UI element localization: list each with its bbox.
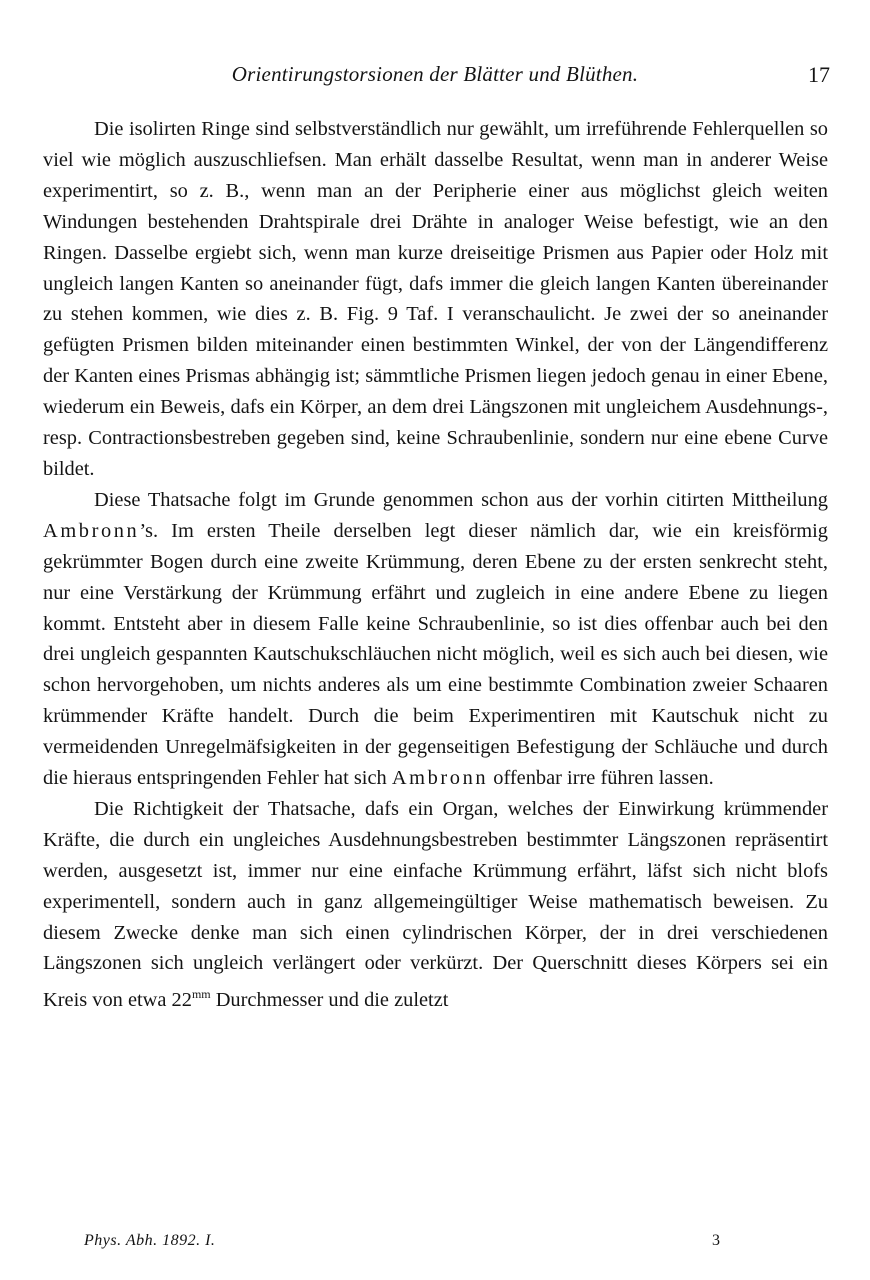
page-number: 17 (808, 62, 830, 87)
body-text (43, 114, 828, 1016)
paragraph-2-text-end: offenbar irre führen lassen. (488, 767, 714, 790)
paragraph-1 (43, 114, 828, 485)
paragraph-3 (43, 794, 828, 1016)
paragraph-3-text-start: Die Richtigkeit der Thatsache, dafs ein Organ, welches der Einwirkung krümmender Kräfte, die durch ein ungleiches Ausdehnungsbestreben bestimmter Längszonen repräsentirt werden, ausgesetzt ist, immer nur eine einfache Krümmung erfährt, läfst sich nicht blofs experimentell, sondern auch in ganz allgemeingültiger Weise mathematisch beweisen. Zu diesem Zwecke denke man sich einen cylindrischen Körper, der in drei verschiedenen Längszonen sich ungleich verlängert oder verkürzt. Der Querschnitt dieses Körpers sei ein Kreis von etwa 22 (43, 797, 828, 1012)
footer-reference: Phys. Abh. 1892. I. (84, 1232, 216, 1249)
author-name-second: Ambronn (391, 767, 489, 790)
page-footer (84, 1232, 734, 1256)
running-header (40, 62, 830, 92)
sheet-signature: 3 (712, 1232, 720, 1249)
paragraph-2-text-start: Diese Thatsache folgt im Grunde genommen schon aus der vorhin citirten Mittheilung (94, 488, 828, 511)
running-title: Orientirungstorsionen der Blätter und Blüthen. (231, 62, 639, 86)
paragraph-1-text: Die isolirten Ringe sind selbstverständlich nur gewählt, um irreführende Fehlerquellen so viel wie möglich auszuschliefsen. Man erhält dasselbe Resultat, wenn man in anderer Weise experimentirt, so z. B., wenn man an der Peripherie einer aus möglichst gleich weiten Windungen bestehenden Drahtspirale drei Drähte in analoger Weise befestigt, wie an den Ringen. Dasselbe ergiebt sich, wenn man kurze dreiseitige Prismen aus Papier oder Holz mit ungleich langen Kanten so aneinander fügt, dafs immer die gleich langen Kanten übereinander zu stehen kommen, wie dies z. B. Fig. 9 Taf. I veranschaulicht. Je zwei der so aneinander gefügten Prismen bilden miteinander einen bestimmten Winkel, der von der Längendifferenz der Kanten eines Prismas abhängig ist; sämmtliche Prismen liegen jedoch genau in einer Ebene, wiederum ein Beweis, dafs ein Körper, an dem drei Längszonen mit ungleichem Ausdehnungs-, resp. Contractionsbestreben gegeben sind, keine Schraubenlinie, sondern nur eine ebene Curve bildet. (43, 118, 828, 480)
paragraph-3-text-end: Durchmesser und die zuletzt (210, 989, 449, 1012)
unit-superscript: mm (191, 987, 211, 1002)
author-name: Ambronn (43, 519, 140, 542)
paragraph-2 (43, 485, 828, 794)
paragraph-2-text-middle: ’s. Im ersten Theile derselben legt dieser nämlich dar, wie ein kreisförmig gekrümmter Bogen durch eine zweite Krümmung, deren Ebene zu der ersten senkrecht steht, nur eine Verstärkung der Krümmung erfährt und zugleich in eine andere Ebene zu liegen kommt. Entsteht aber in diesem Falle keine Schraubenlinie, so ist dies offenbar auch bei den drei ungleich gespannten Kautschukschläuchen nicht möglich, weil es sich auch bei diesen, wie schon hervorgehoben, um nichts anderes als um eine bestimmte Combination zweier Schaaren krümmender Kräfte handelt. Durch die beim Experimentiren mit Kautschuk nicht zu vermeidenden Unregelmäfsigkeiten in der gegenseitigen Befestigung der Schläuche und durch die hieraus entspringenden Fehler hat sich (43, 519, 828, 790)
